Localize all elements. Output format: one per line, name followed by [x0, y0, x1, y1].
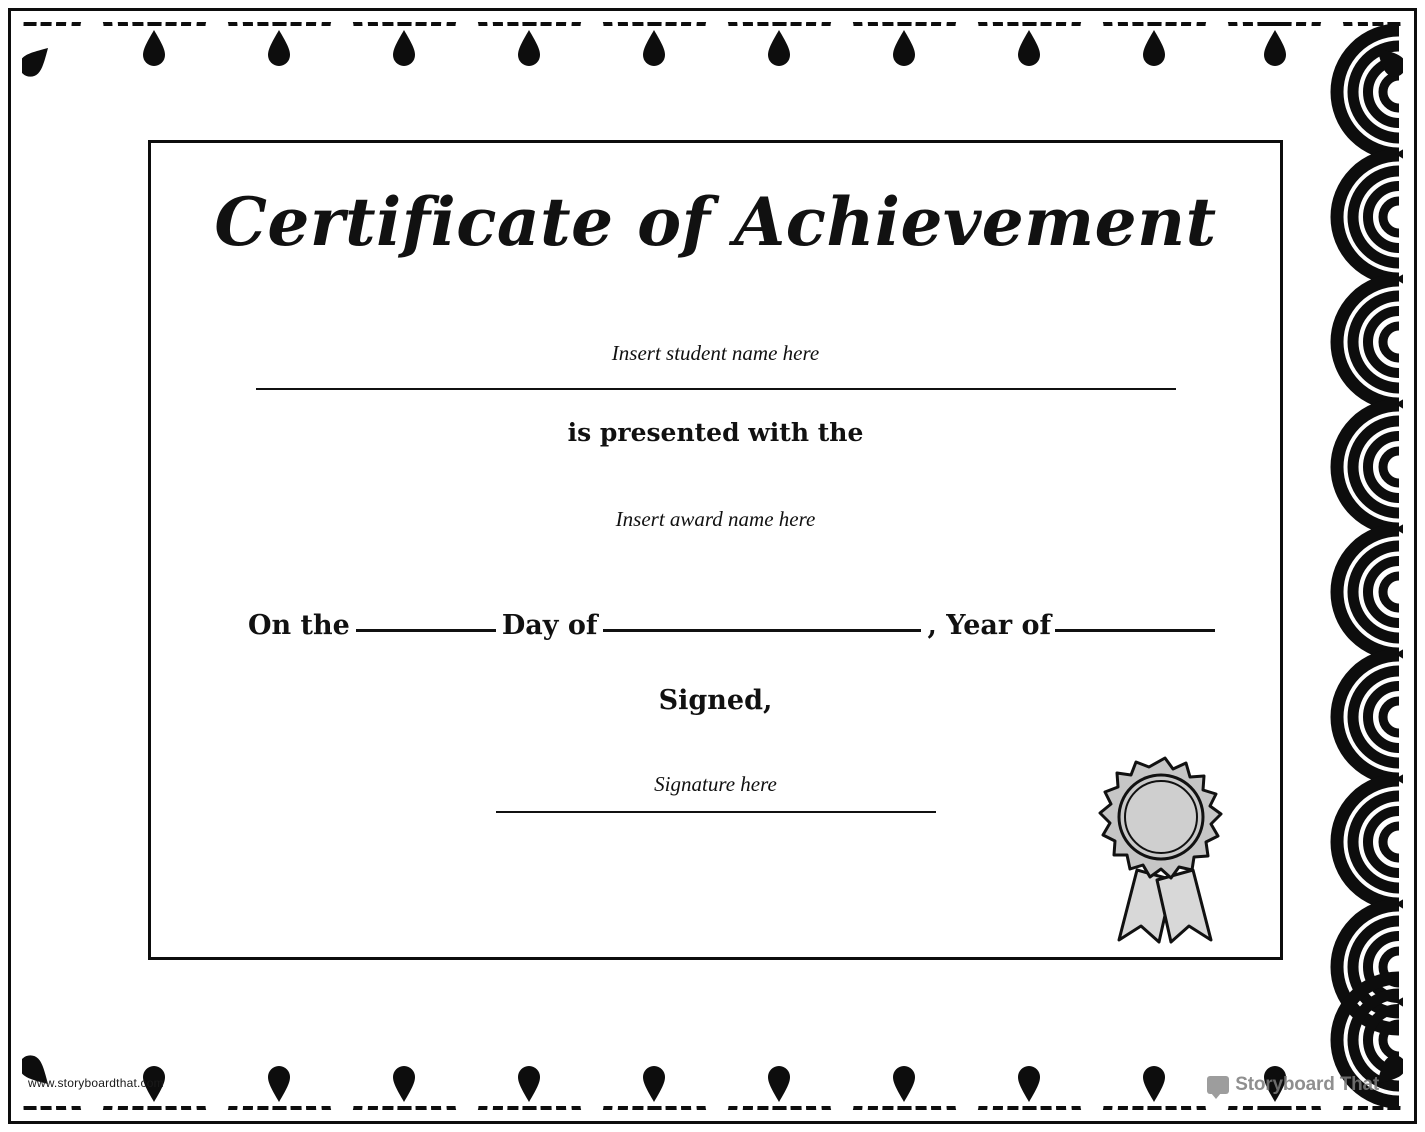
student-name-field[interactable]: Insert student name here — [611, 341, 820, 366]
year-of-label: , Year of — [927, 610, 1052, 642]
day-blank[interactable] — [356, 628, 496, 632]
year-blank[interactable] — [1055, 628, 1215, 632]
page-title: Certificate of Achievement — [214, 183, 1217, 261]
day-of-label: Day of — [501, 610, 598, 642]
site-url-label: www.storyboardthat.com — [28, 1076, 164, 1090]
signed-label: Signed, — [658, 685, 773, 717]
brand-watermark — [1207, 1074, 1379, 1096]
speech-bubble-icon — [1207, 1076, 1229, 1094]
month-blank[interactable] — [603, 628, 921, 632]
signature-field[interactable]: Signature here — [654, 772, 777, 797]
on-the-label: On the — [248, 610, 350, 642]
certificate-content — [148, 140, 1283, 960]
presented-with-text: is presented with the — [567, 418, 864, 448]
award-name-field[interactable]: Insert award name here — [615, 507, 816, 532]
award-seal-icon — [1085, 750, 1245, 950]
signature-rule — [496, 811, 936, 813]
date-line — [186, 610, 1245, 641]
student-name-rule — [256, 388, 1176, 390]
brand-name-label: Storyboard That — [1235, 1074, 1379, 1095]
